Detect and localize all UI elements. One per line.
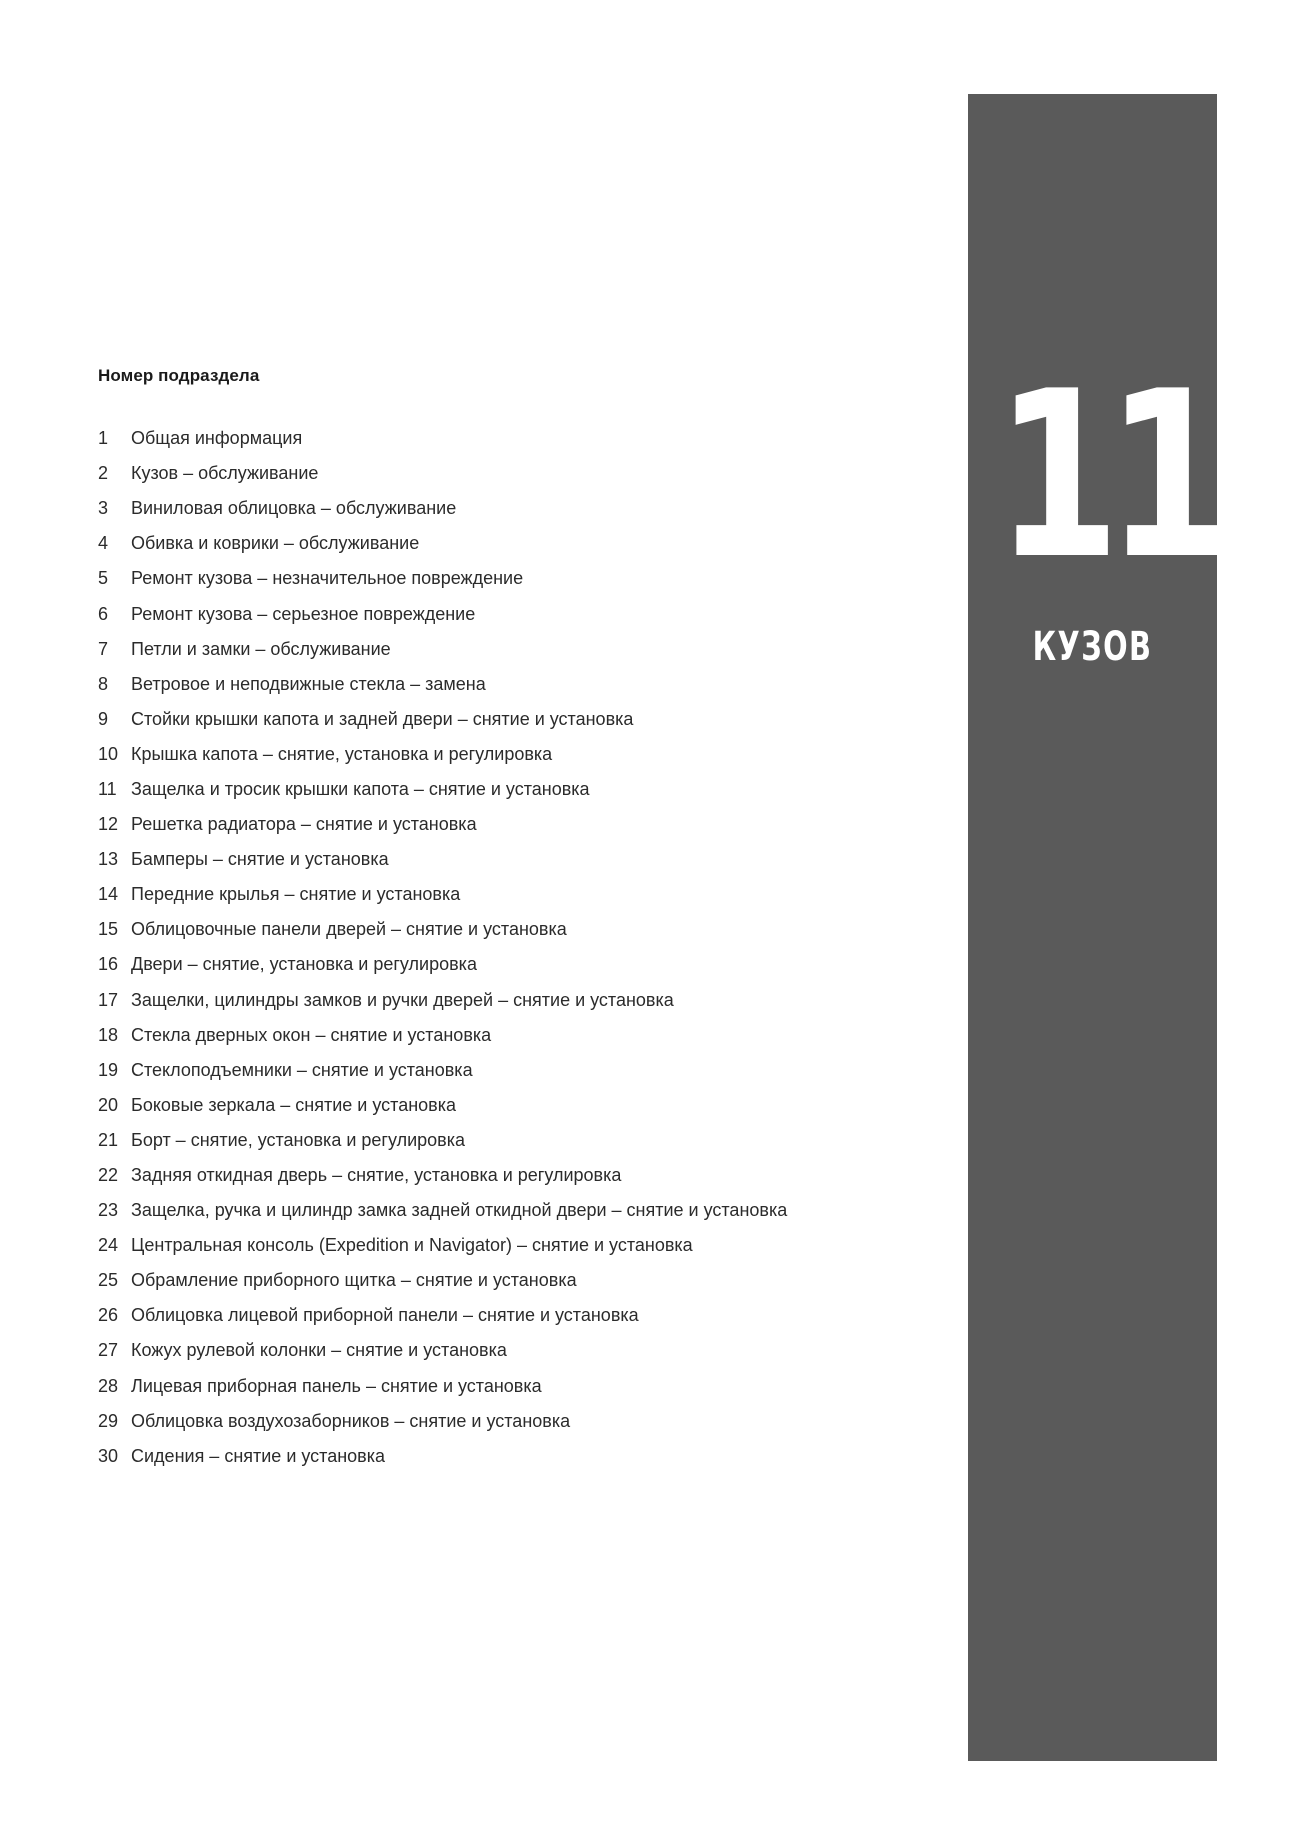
toc-item-number: 26 <box>98 1305 119 1326</box>
toc-item <box>98 1158 938 1193</box>
toc-item-title: Боковые зеркала – снятие и установка <box>131 1094 457 1115</box>
toc-item <box>98 421 938 456</box>
toc-item-title: Стеклоподъемники – снятие и установка <box>131 1059 473 1080</box>
toc-item-title: Защелка, ручка и цилиндр замка задней откидной двери – снятие и установка <box>131 1200 788 1221</box>
toc-item-number: 23 <box>98 1200 119 1221</box>
toc-item-title: Облицовочные панели дверей – снятие и установка <box>131 919 567 940</box>
chapter-number: 11 <box>995 343 1217 610</box>
toc-item <box>98 456 938 491</box>
toc-item-number: 7 <box>98 638 109 659</box>
toc-item-number: 22 <box>98 1165 119 1186</box>
chapter-title: КУЗОВ <box>1032 624 1153 670</box>
toc-item <box>98 667 938 702</box>
toc-item-title: Облицовка лицевой приборной панели – снятие и установка <box>131 1305 639 1326</box>
toc-item-number: 13 <box>98 849 119 870</box>
toc-item-title: Кожух рулевой колонки – снятие и установка <box>131 1340 507 1361</box>
toc-item-number: 15 <box>98 919 119 940</box>
toc-item-number: 21 <box>98 1129 119 1150</box>
toc-item-title: Защелка и тросик крышки капота – снятие и установка <box>131 778 590 799</box>
toc-item <box>98 596 938 631</box>
toc-item <box>98 702 938 737</box>
toc-item <box>98 1369 938 1404</box>
toc-item <box>98 1228 938 1263</box>
toc-item-number: 19 <box>98 1059 119 1080</box>
toc-item-title: Ветровое и неподвижные стекла – замена <box>131 673 486 694</box>
toc-list <box>98 421 938 1474</box>
toc-item-title: Крышка капота – снятие, установка и регулировка <box>131 743 553 764</box>
toc-item-title: Решетка радиатора – снятие и установка <box>131 814 477 835</box>
toc-item-number: 28 <box>98 1375 119 1396</box>
toc-item-title: Общая информация <box>131 428 303 449</box>
toc-item-number: 5 <box>98 568 109 589</box>
toc-item-number: 11 <box>98 778 117 799</box>
toc-item-title: Виниловая облицовка – обслуживание <box>131 498 457 519</box>
toc-item-title: Защелки, цилиндры замков и ручки дверей – снятие и установка <box>131 989 674 1010</box>
toc-item <box>98 877 938 912</box>
toc-item <box>98 1193 938 1228</box>
toc-item-number: 27 <box>98 1340 119 1361</box>
toc-item-number: 8 <box>98 673 109 694</box>
toc-item-title: Бамперы – снятие и установка <box>131 849 389 870</box>
toc-item <box>98 912 938 947</box>
toc-item-number: 9 <box>98 708 109 729</box>
toc-item <box>98 947 938 982</box>
toc-item-number: 18 <box>98 1024 119 1045</box>
toc-item-number: 3 <box>98 498 109 519</box>
toc-item <box>98 632 938 667</box>
toc-item-number: 25 <box>98 1270 119 1291</box>
toc-item-number: 20 <box>98 1094 119 1115</box>
toc-item-title: Центральная консоль (Expedition и Navigator) – снятие и установка <box>131 1235 693 1256</box>
toc-item <box>98 842 938 877</box>
toc-item-number: 6 <box>98 603 109 624</box>
toc-item <box>98 1018 938 1053</box>
toc-item-title: Кузов – обслуживание <box>131 463 319 484</box>
table-of-contents <box>98 366 938 1474</box>
toc-item-title: Задняя откидная дверь – снятие, установка и регулировка <box>131 1165 622 1186</box>
toc-item-title: Ремонт кузова – серьезное повреждение <box>131 603 476 624</box>
toc-item <box>98 1333 938 1368</box>
toc-item-title: Петли и замки – обслуживание <box>131 638 391 659</box>
toc-item <box>98 1439 938 1474</box>
toc-item <box>98 807 938 842</box>
toc-item-title: Передние крылья – снятие и установка <box>131 884 461 905</box>
toc-item <box>98 1088 938 1123</box>
toc-item <box>98 1123 938 1158</box>
toc-item <box>98 526 938 561</box>
chapter-sidebar <box>968 94 1217 1761</box>
toc-item-number: 17 <box>98 989 119 1010</box>
toc-item-number: 12 <box>98 814 119 835</box>
toc-item-number: 30 <box>98 1445 119 1466</box>
toc-item <box>98 561 938 596</box>
toc-item-title: Борт – снятие, установка и регулировка <box>131 1129 466 1150</box>
toc-item-title: Обрамление приборного щитка – снятие и установка <box>131 1270 577 1291</box>
toc-item-title: Двери – снятие, установка и регулировка <box>131 954 477 975</box>
toc-item <box>98 1298 938 1333</box>
toc-item-number: 4 <box>98 533 109 554</box>
toc-item-title: Ремонт кузова – незначительное повреждение <box>131 568 524 589</box>
toc-item-number: 2 <box>98 463 109 484</box>
toc-item <box>98 737 938 772</box>
toc-item-number: 16 <box>98 954 119 975</box>
toc-item <box>98 983 938 1018</box>
toc-item-title: Обивка и коврики – обслуживание <box>131 533 420 554</box>
toc-item <box>98 772 938 807</box>
toc-item-number: 14 <box>98 884 119 905</box>
toc-item-title: Стойки крышки капота и задней двери – снятие и установка <box>131 708 634 729</box>
toc-item-number: 10 <box>98 743 119 764</box>
toc-item <box>98 1053 938 1088</box>
toc-item <box>98 1404 938 1439</box>
toc-item-number: 24 <box>98 1235 119 1256</box>
toc-item <box>98 1263 938 1298</box>
toc-item-title: Лицевая приборная панель – снятие и установка <box>131 1375 542 1396</box>
toc-item-number: 1 <box>98 428 109 449</box>
toc-item-title: Сидения – снятие и установка <box>131 1445 386 1466</box>
contents-heading: Номер подраздела <box>98 366 260 385</box>
toc-item-title: Облицовка воздухозаборников – снятие и установка <box>131 1410 571 1431</box>
toc-item <box>98 491 938 526</box>
toc-item-number: 29 <box>98 1410 119 1431</box>
toc-item-title: Стекла дверных окон – снятие и установка <box>131 1024 492 1045</box>
